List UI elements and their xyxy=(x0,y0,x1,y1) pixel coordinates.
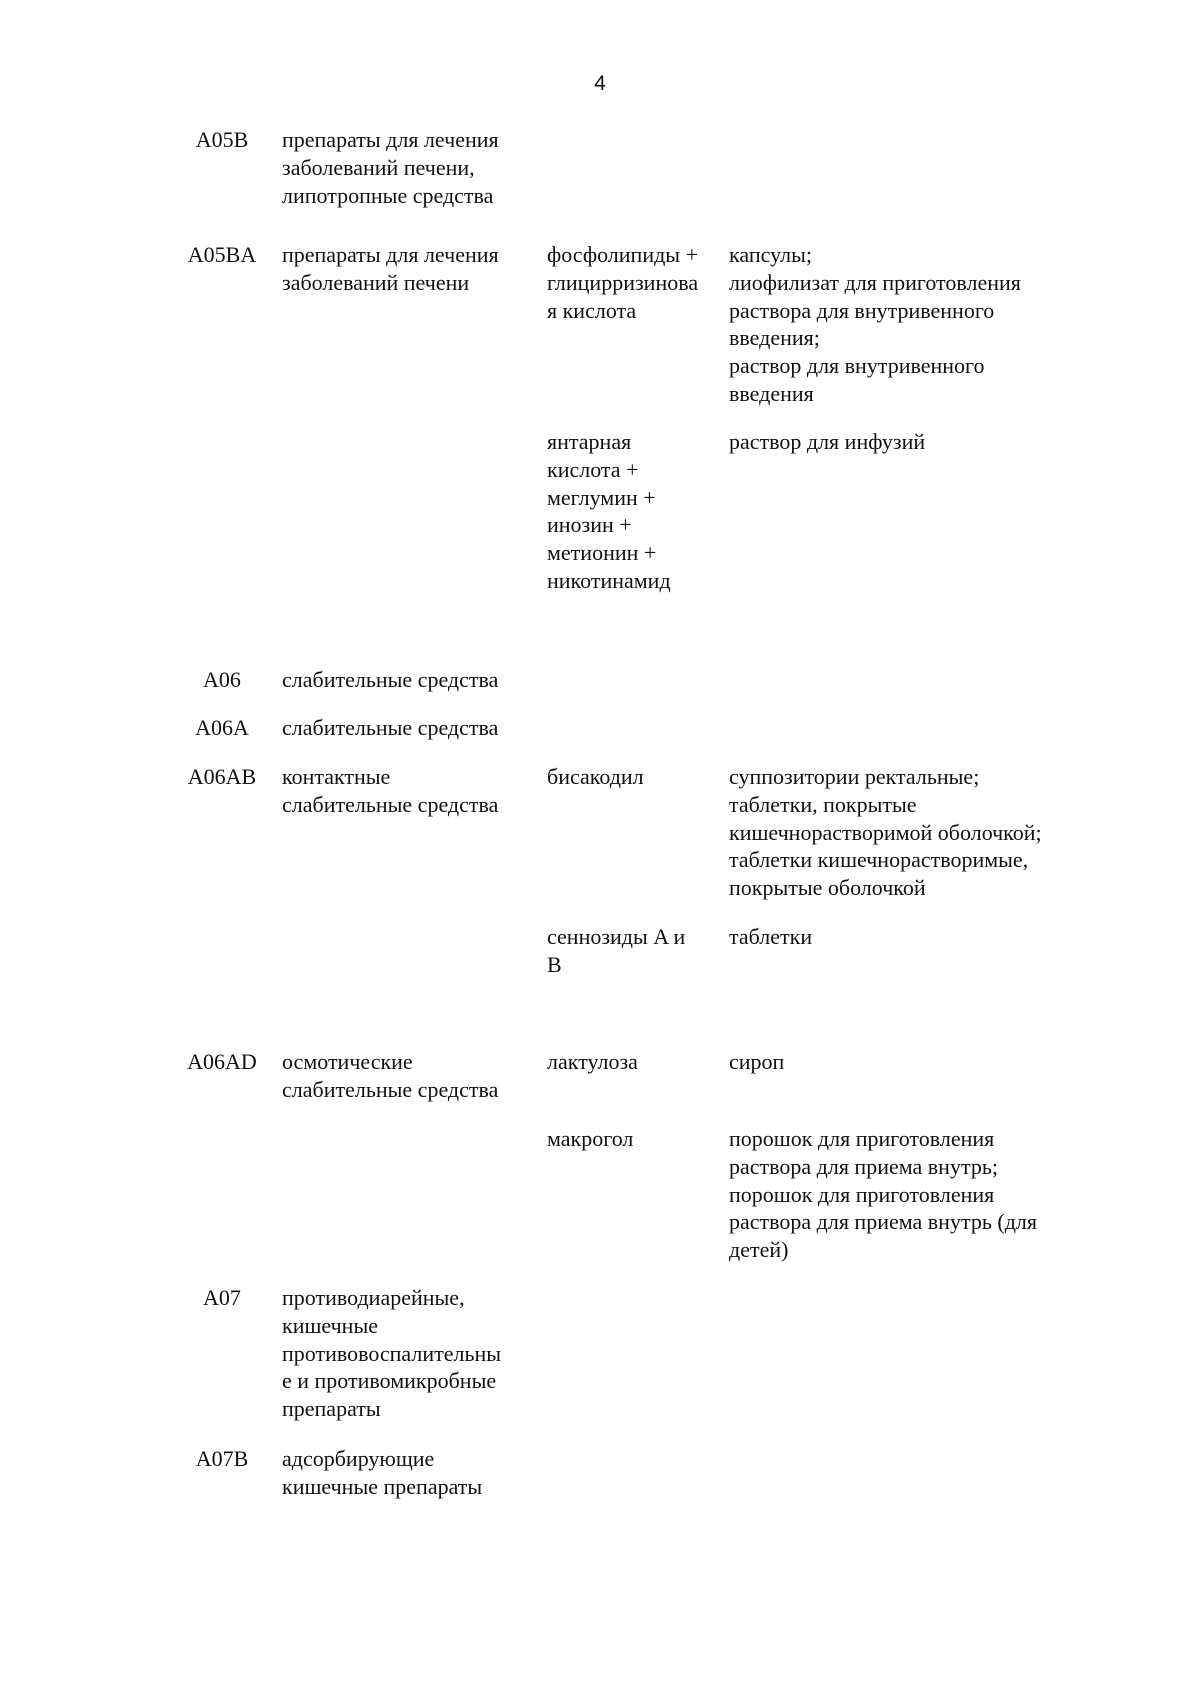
substance-name: фосфолипиды + глицирризинова я кислота xyxy=(547,242,699,323)
atc-group-name: слабительные средства xyxy=(282,715,499,740)
substance-name: бисакодил xyxy=(547,764,644,789)
dosage-form: капсулы; лиофилизат для приготовления раствора для внутривенного введения; раствор для внутривенного введения xyxy=(729,242,1021,406)
dosage-form: раствор для инфузий xyxy=(729,429,926,454)
atc-code: A06A xyxy=(195,715,249,740)
atc-group-name: препараты для лечения заболеваний печени xyxy=(282,242,499,295)
dosage-form: таблетки xyxy=(729,924,813,949)
dosage-form: сироп xyxy=(729,1049,785,1074)
dosage-form: суппозитории ректальные; таблетки, покрытые кишечнорастворимой оболочкой; таблетки кишечнорастворимые, покрытые оболочкой xyxy=(729,764,1042,901)
atc-code: A06AB xyxy=(187,764,257,789)
substance-name: янтарная кислота + меглумин + инозин + метионин + никотинамид xyxy=(547,429,671,593)
atc-code: A07 xyxy=(203,1285,241,1310)
atc-code: A06 xyxy=(203,667,241,692)
atc-code: A07B xyxy=(195,1446,249,1471)
substance-name: сеннозиды A и B xyxy=(547,924,686,977)
page-number: 4 xyxy=(594,72,606,95)
atc-group-name: контактные слабительные средства xyxy=(282,764,499,817)
substance-name: лактулоза xyxy=(547,1049,638,1074)
atc-group-name: противодиарейные, кишечные противовоспалительны е и противомикробные препараты xyxy=(282,1285,502,1422)
dosage-form: порошок для приготовления раствора для приема внутрь; порошок для приготовления раствора для приема внутрь (для детей) xyxy=(729,1126,1037,1263)
atc-group-name: препараты для лечения заболеваний печени, липотропные средства xyxy=(282,127,499,208)
atc-group-name: осмотические слабительные средства xyxy=(282,1049,499,1102)
atc-group-name: адсорбирующие кишечные препараты xyxy=(282,1446,483,1499)
atc-code: A06AD xyxy=(187,1049,257,1074)
substance-name: макрогол xyxy=(547,1126,634,1151)
atc-group-name: слабительные средства xyxy=(282,667,499,692)
atc-code: A05B xyxy=(195,127,249,152)
atc-code: A05BA xyxy=(187,242,257,267)
